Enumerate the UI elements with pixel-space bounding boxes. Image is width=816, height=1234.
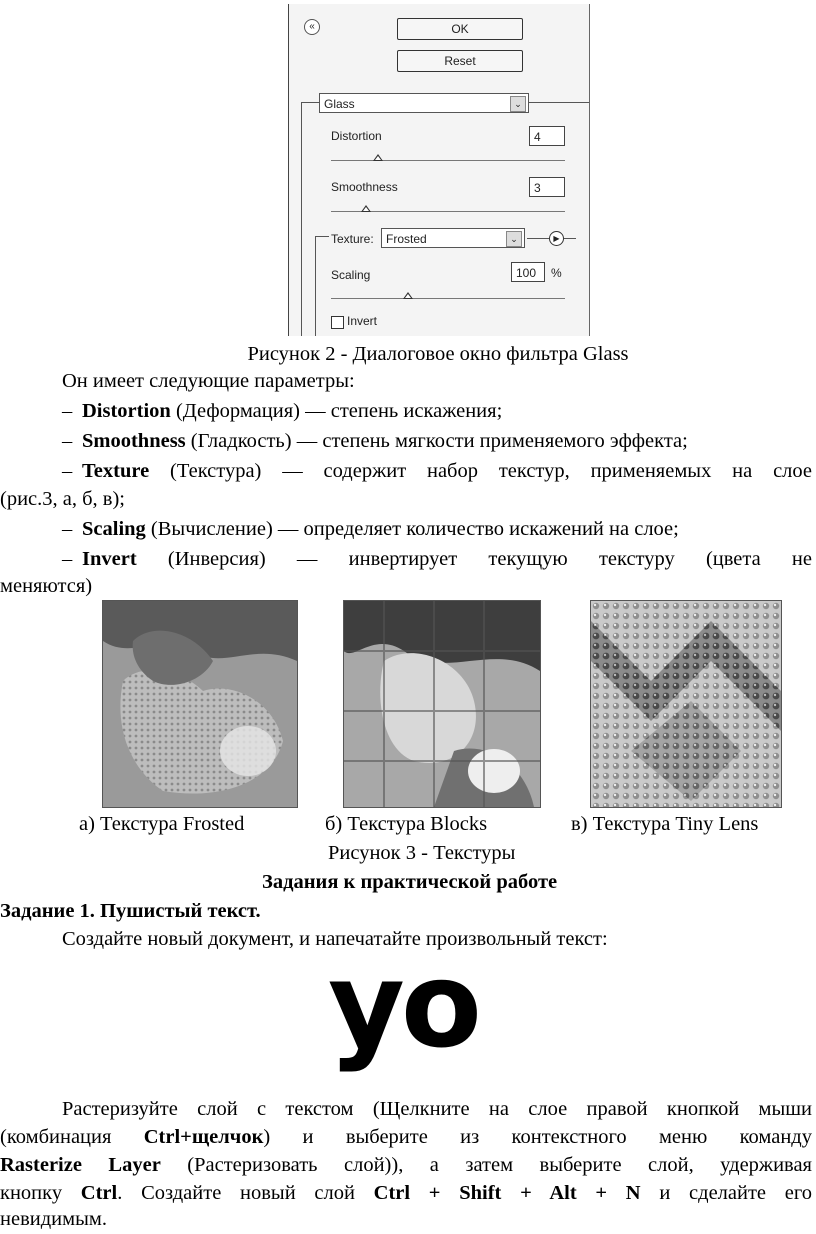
paragraph-line-2: (комбинация Ctrl+щелчок) и выберите из контекстного меню команду — [0, 1126, 812, 1148]
figure-2-caption: Рисунок 2 - Диалоговое окно фильтра Glass — [247, 343, 629, 365]
invert-label: Invert — [347, 314, 378, 328]
group-frame-line — [529, 102, 589, 103]
distortion-slider[interactable] — [331, 160, 565, 161]
ok-button[interactable]: OK — [397, 18, 523, 40]
texture-label: Texture: — [331, 232, 374, 246]
tasks-heading: Задания к практической работе — [262, 871, 558, 893]
sample-yo-text: yo — [328, 936, 478, 1074]
distortion-label: Distortion — [331, 129, 382, 143]
scaling-slider[interactable] — [331, 298, 565, 299]
filter-select-value: Glass — [324, 97, 355, 111]
chevron-down-icon: ⌄ — [506, 231, 522, 247]
scaling-label: Scaling — [331, 268, 371, 282]
collapse-icon[interactable]: « — [304, 19, 320, 35]
param-invert: – Invert (Инверсия) — инвертирует текущую текстуру (цвета не — [62, 548, 812, 570]
texture-menu-line — [564, 238, 576, 239]
glass-filter-dialog — [288, 4, 590, 336]
paragraph-line-4: кнопку Ctrl. Создайте новый слой Ctrl + Shift + Alt + N и сделайте его — [0, 1182, 812, 1204]
smoothness-label: Smoothness — [331, 180, 398, 194]
caption-frosted: а) Текстура Frosted — [79, 813, 245, 835]
param-scaling: – Scaling (Вычисление) — определяет количество искажений на слое; — [62, 518, 679, 540]
param-distortion: – Distortion (Деформация) — степень искажения; — [62, 400, 503, 422]
filter-select[interactable] — [319, 93, 529, 113]
intro-line: Он имеет следующие параметры: — [62, 370, 355, 392]
smoothness-slider-thumb[interactable] — [361, 205, 371, 212]
scaling-field[interactable]: 100 — [511, 262, 545, 282]
param-texture-cont: (рис.3, а, б, в); — [0, 488, 126, 510]
group-frame-line — [301, 102, 321, 103]
paragraph-line-1: Растеризуйте слой с текстом (Щелкните на слое правой кнопкой мыши — [62, 1098, 812, 1120]
paragraph-line-3: Rasterize Layer (Растеризовать слой)), а затем выберите слой, удерживая — [0, 1154, 812, 1176]
reset-button[interactable]: Reset — [397, 50, 523, 72]
param-smoothness: – Smoothness (Гладкость) — степень мягкости применяемого эффекта; — [62, 430, 688, 452]
texture-blocks-image — [343, 600, 541, 808]
figure-3-caption: Рисунок 3 - Текстуры — [328, 842, 516, 864]
smoothness-field[interactable]: 3 — [529, 177, 565, 197]
param-texture: – Texture (Текстура) — содержит набор текстур, применяемых на слое — [62, 460, 812, 482]
scaling-unit: % — [551, 266, 562, 280]
param-invert-cont: меняются) — [0, 575, 93, 597]
group-frame-line — [301, 102, 302, 336]
caption-blocks: б) Текстура Blocks — [325, 813, 488, 835]
texture-select-value: Frosted — [386, 232, 427, 246]
caption-tiny-lens: в) Текстура Tiny Lens — [571, 813, 759, 835]
invert-checkbox[interactable] — [331, 316, 344, 329]
distortion-field[interactable]: 4 — [529, 126, 565, 146]
texture-tiny-lens-image — [590, 600, 782, 808]
texture-menu-arrow-icon[interactable]: ▶ — [549, 231, 564, 246]
scaling-slider-thumb[interactable] — [403, 292, 413, 299]
texture-frame-line — [315, 236, 316, 336]
task-1-instruction: Создайте новый документ, и напечатайте произвольный текст: — [62, 928, 608, 950]
texture-frosted-image — [102, 600, 298, 808]
chevron-down-icon: ⌄ — [510, 96, 526, 112]
distortion-slider-thumb[interactable] — [373, 154, 383, 161]
paragraph-line-5: невидимым. — [0, 1208, 107, 1230]
texture-frame-line — [315, 236, 329, 237]
task-1-heading: Задание 1. Пушистый текст. — [0, 900, 261, 922]
texture-menu-line — [527, 238, 549, 239]
texture-select[interactable] — [381, 228, 525, 248]
